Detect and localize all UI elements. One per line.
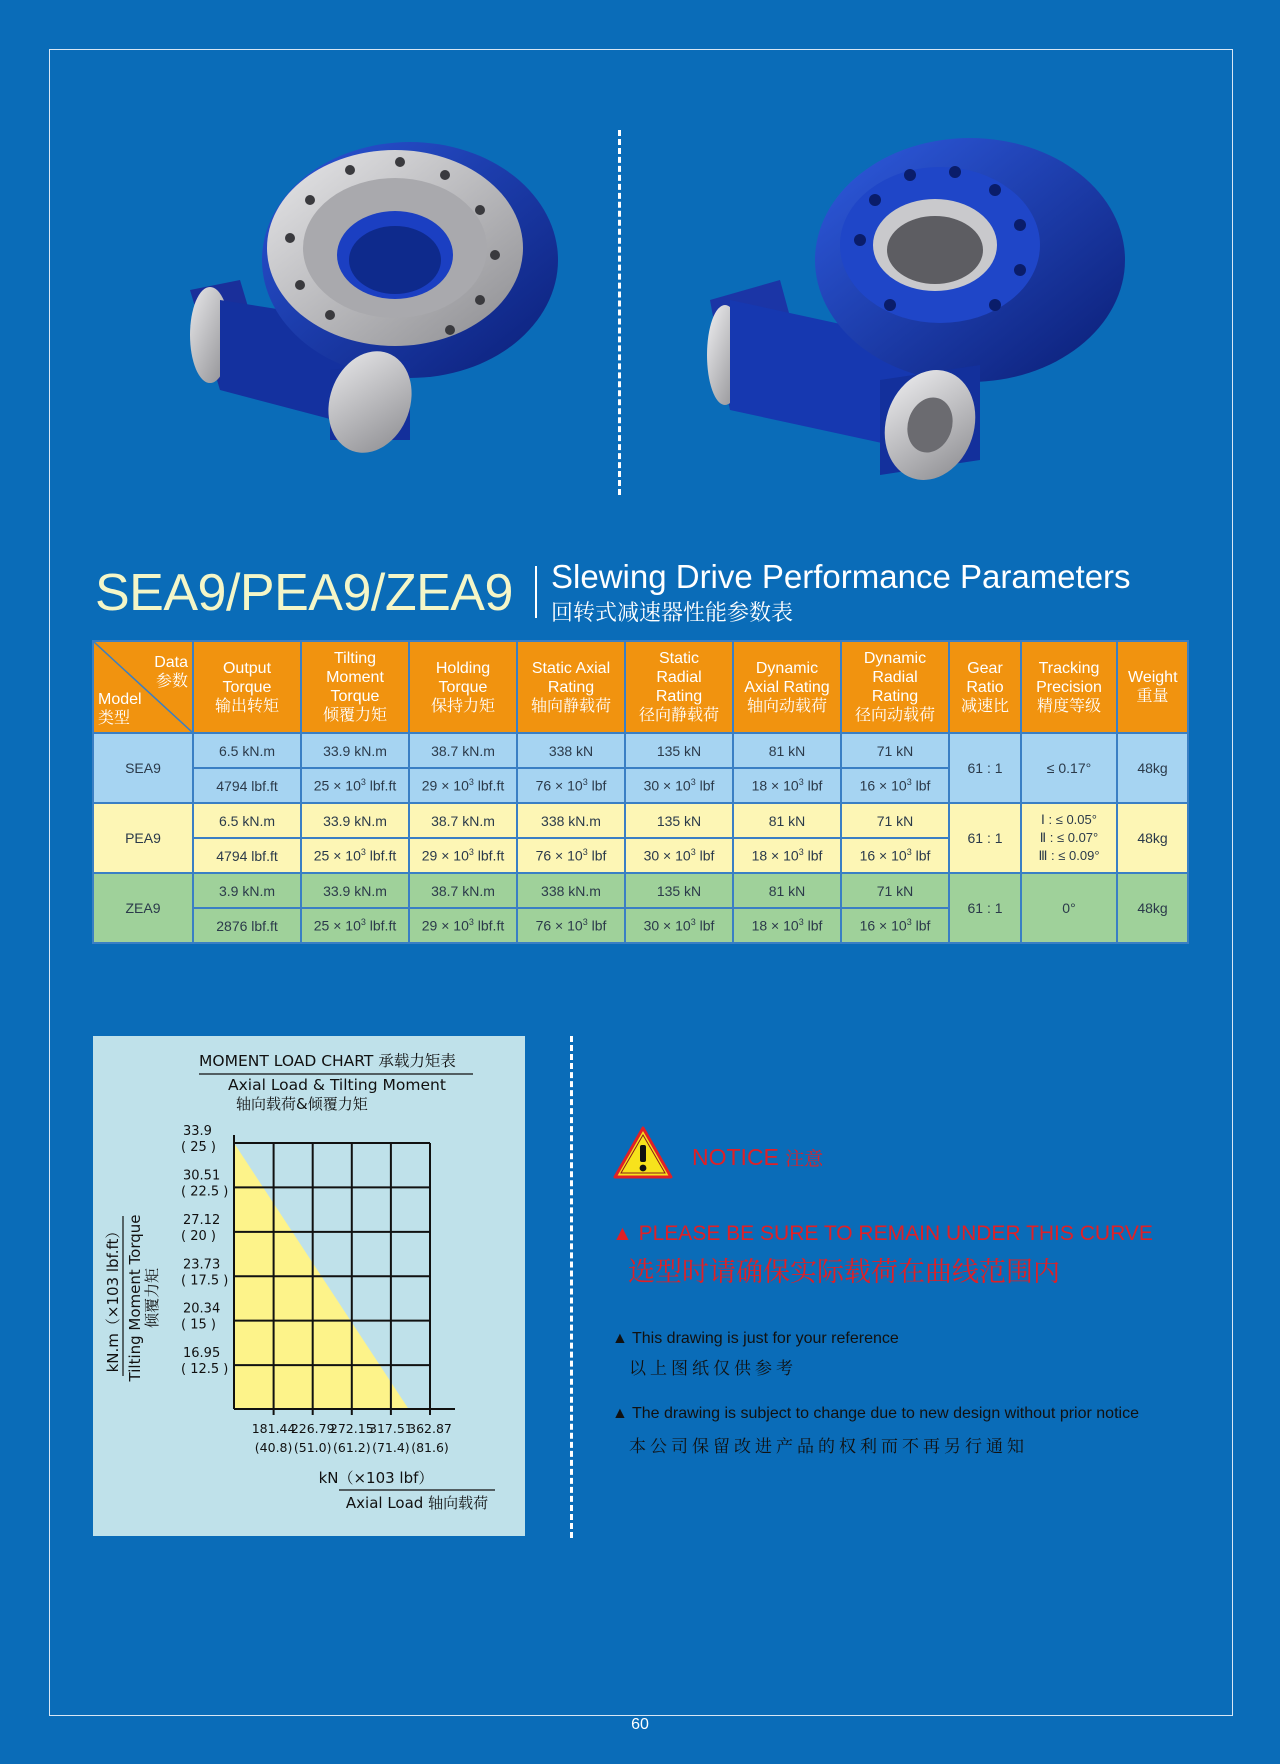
x-tick-label: 272.15 [329, 1421, 374, 1436]
metric-cell: 33.9 kN.m [301, 803, 409, 838]
imperial-cell: $30 \times 10^3$ lbf [625, 838, 733, 873]
performance-table [92, 640, 1189, 944]
model-cell: SEA9 [93, 733, 193, 803]
tracking-precision-cell [1021, 803, 1117, 873]
header-weight [1117, 641, 1188, 733]
y-tick-label: 30.51 [183, 1168, 221, 1184]
y-tick-label: 33.9 [183, 1124, 212, 1139]
header-label-en: Output Torque [222, 659, 272, 696]
metric-cell: 3.9 kN.m [193, 873, 301, 908]
metric-cell: 135 kN [625, 873, 733, 908]
header-tracking-precision [1021, 641, 1117, 733]
notice-title-cn: 注意 [785, 1149, 824, 1170]
header-tilting-moment-torque [301, 641, 409, 733]
note-reference-cn: 以上图纸仅供参考 [629, 1359, 797, 1378]
corner-header-cell [93, 641, 193, 733]
moment-load-chart-svg [93, 1036, 525, 1536]
imperial-cell: $30 \times 10^3$ lbf [625, 908, 733, 943]
header-dynamic-radial-rating [841, 641, 949, 733]
imperial-cell: $16 \times 10^3$ lbf [841, 908, 949, 943]
header-holding-torque [409, 641, 517, 733]
imperial-cell: $16 \times 10^3$ lbf [841, 768, 949, 803]
warning-text-cn: 选型时请确保实际载荷在曲线范围内 [628, 1257, 1060, 1287]
tracking-precision-cell [1021, 873, 1117, 943]
header-label-cn: 保持力矩 [430, 697, 495, 715]
x-axis-title: Axial Load 轴向载荷 [345, 1494, 489, 1512]
gear-ratio-cell: 61 : 1 [949, 873, 1021, 943]
header-label-cn: 轴向静载荷 [530, 697, 611, 715]
imperial-cell: 4794 lbf.ft [193, 768, 301, 803]
notice-heading [692, 1144, 823, 1171]
gear-ratio-cell: 61 : 1 [949, 733, 1021, 803]
precision-value: ≤ 0.17° [1046, 760, 1092, 776]
header-label-en: Gear Ratio [966, 659, 1004, 696]
metric-cell: 338 kN.m [517, 873, 625, 908]
page-number: 60 [631, 1716, 649, 1733]
header-label-en: Holding Torque [435, 659, 491, 696]
chart-subtitle-cn: 轴向载荷&倾覆力矩 [236, 1095, 368, 1113]
metric-cell: 38.7 kN.m [409, 733, 517, 768]
imperial-cell: $29 \times 10^3$ lbf.ft [409, 908, 517, 943]
header-label-en: Dynamic Axial Rating [744, 659, 830, 696]
header-static-axial-rating [517, 641, 625, 733]
header-label-cn: 径向动载荷 [854, 707, 935, 724]
x-tick-label: 317.51 [369, 1421, 413, 1436]
imperial-cell: $29 \times 10^3$ lbf.ft [409, 768, 517, 803]
y-axis-title-en: Tilting Moment Torque [126, 1214, 144, 1382]
imperial-cell: $18 \times 10^3$ lbf [733, 768, 841, 803]
table-row [93, 803, 1188, 838]
metric-cell: 81 kN [733, 733, 841, 768]
x-tick-sublabel: (71.4) [372, 1440, 410, 1455]
corner-data-label: Data 参数 [154, 654, 188, 690]
note-change-en: ▲ The drawing is subject to change due to new design without prior notice [612, 1405, 1139, 1422]
metric-cell: 6.5 kN.m [193, 803, 301, 838]
imperial-cell: 4794 lbf.ft [193, 838, 301, 873]
header-label-en: Dynamic Radial Rating [863, 650, 927, 705]
table-header-row [93, 641, 1188, 733]
corner-model-label: Model 类型 [98, 691, 142, 727]
header-label-cn: 输出转矩 [214, 697, 279, 715]
header-label-en: Static Radial Rating [655, 650, 703, 705]
model-cell: ZEA9 [93, 873, 193, 943]
header-static-radial-rating [625, 641, 733, 733]
metric-cell: 81 kN [733, 803, 841, 838]
chart-subtitle-en: Axial Load & Tilting Moment [228, 1076, 446, 1094]
table-row [93, 733, 1188, 768]
metric-cell: 38.7 kN.m [409, 873, 517, 908]
metric-cell: 135 kN [625, 803, 733, 838]
model-title: SEA9/PEA9/ZEA9 [95, 564, 513, 622]
header-label-cn: 重量 [1136, 688, 1169, 705]
title-chinese: 回转式减速器性能参数表 [551, 600, 794, 625]
warning-text-en: ▲ PLEASE BE SURE TO REMAIN UNDER THIS CURVE [612, 1222, 1153, 1245]
metric-cell: 338 kN [517, 733, 625, 768]
header-label-cn: 减速比 [960, 697, 1009, 715]
imperial-cell: $76 \times 10^3$ lbf [517, 768, 625, 803]
imperial-cell: 2876 lbf.ft [193, 908, 301, 943]
header-label-en: Weight [1128, 669, 1178, 686]
gear-ratio-cell: 61 : 1 [949, 803, 1021, 873]
header-dynamic-axial-rating [733, 641, 841, 733]
imperial-cell: $76 \times 10^3$ lbf [517, 908, 625, 943]
weight-cell: 48kg [1117, 873, 1188, 943]
header-label-en: Tracking Precision [1036, 659, 1102, 696]
metric-cell: 38.7 kN.m [409, 803, 517, 838]
imperial-cell: $76 \times 10^3$ lbf [517, 838, 625, 873]
imperial-cell: $25 \times 10^3$ lbf.ft [301, 768, 409, 803]
metric-cell: 6.5 kN.m [193, 733, 301, 768]
y-tick-sublabel: ( 12.5 ) [181, 1362, 229, 1378]
header-label-cn: 轴向动载荷 [746, 697, 827, 715]
x-tick-label: 181.44 [251, 1421, 296, 1436]
header-label-cn: 径向静载荷 [638, 707, 719, 724]
precision-value: Ⅰ : ≤ 0.05° [1041, 812, 1097, 827]
imperial-cell: $25 \times 10^3$ lbf.ft [301, 838, 409, 873]
x-axis-unit: kN（×103 lbf） [318, 1469, 434, 1487]
y-axis-unit: kN.m（×103 lbf.ft） [104, 1223, 122, 1373]
header-label-cn: 倾覆力矩 [322, 707, 387, 724]
header-label-en: Tilting Moment Torque [326, 650, 384, 705]
metric-cell: 135 kN [625, 733, 733, 768]
y-tick-label: 23.73 [183, 1257, 221, 1273]
metric-cell: 71 kN [841, 873, 949, 908]
warning-icon [612, 1125, 674, 1181]
y-tick-sublabel: ( 15 ) [181, 1317, 216, 1333]
notice-title-en: NOTICE [692, 1144, 779, 1170]
imperial-cell: $30 \times 10^3$ lbf [625, 768, 733, 803]
note-change-cn: 本公司保留改进产品的权利而不再另行通知 [629, 1437, 1028, 1456]
header-label-cn: 精度等级 [1036, 697, 1101, 715]
title-english: Slewing Drive Performance Parameters [551, 558, 1131, 595]
imperial-cell: $29 \times 10^3$ lbf.ft [409, 838, 517, 873]
metric-cell: 33.9 kN.m [301, 733, 409, 768]
title-separator [535, 566, 537, 618]
x-tick-sublabel: (61.2) [332, 1440, 371, 1455]
precision-value: Ⅱ : ≤ 0.07° [1039, 830, 1099, 845]
table-row [93, 873, 1188, 908]
photo-divider [618, 130, 621, 495]
model-cell: PEA9 [93, 803, 193, 873]
metric-cell: 33.9 kN.m [301, 873, 409, 908]
chart-title: MOMENT LOAD CHART 承载力矩表 [199, 1052, 456, 1070]
chart-divider [570, 1036, 573, 1538]
metric-cell: 338 kN.m [517, 803, 625, 838]
header-gear-ratio [949, 641, 1021, 733]
y-tick-label: 20.34 [183, 1301, 221, 1317]
header-output-torque [193, 641, 301, 733]
imperial-cell: $18 \times 10^3$ lbf [733, 908, 841, 943]
y-axis-title-cn: 倾覆力矩 [143, 1267, 161, 1329]
y-tick-sublabel: ( 17.5 ) [181, 1273, 229, 1289]
y-tick-sublabel: ( 20 ) [181, 1228, 216, 1244]
metric-cell: 71 kN [841, 803, 949, 838]
y-tick-sublabel: ( 25 ) [181, 1140, 216, 1155]
x-tick-label: 226.79 [290, 1421, 335, 1436]
moment-load-chart [93, 1036, 525, 1536]
x-tick-sublabel: (81.6) [411, 1440, 449, 1455]
slewing-drive-photo-front [180, 140, 560, 500]
x-tick-sublabel: (51.0) [293, 1440, 332, 1455]
slewing-drive-photo-back [690, 130, 1130, 520]
weight-cell: 48kg [1117, 733, 1188, 803]
metric-cell: 81 kN [733, 873, 841, 908]
imperial-cell: $25 \times 10^3$ lbf.ft [301, 908, 409, 943]
weight-cell: 48kg [1117, 803, 1188, 873]
x-tick-label: 362.87 [408, 1421, 452, 1436]
y-tick-sublabel: ( 22.5 ) [181, 1184, 229, 1200]
imperial-cell: $18 \times 10^3$ lbf [733, 838, 841, 873]
precision-value: Ⅲ : ≤ 0.09° [1038, 848, 1100, 863]
x-tick-sublabel: (40.8) [254, 1440, 293, 1455]
y-tick-label: 16.95 [183, 1346, 221, 1362]
header-label-en: Static Axial Rating [531, 659, 611, 696]
precision-value: 0° [1062, 900, 1076, 916]
tracking-precision-cell [1021, 733, 1117, 803]
note-reference-en: ▲ This drawing is just for your reference [612, 1330, 899, 1347]
y-tick-label: 27.12 [183, 1212, 221, 1228]
imperial-cell: $16 \times 10^3$ lbf [841, 838, 949, 873]
metric-cell: 71 kN [841, 733, 949, 768]
